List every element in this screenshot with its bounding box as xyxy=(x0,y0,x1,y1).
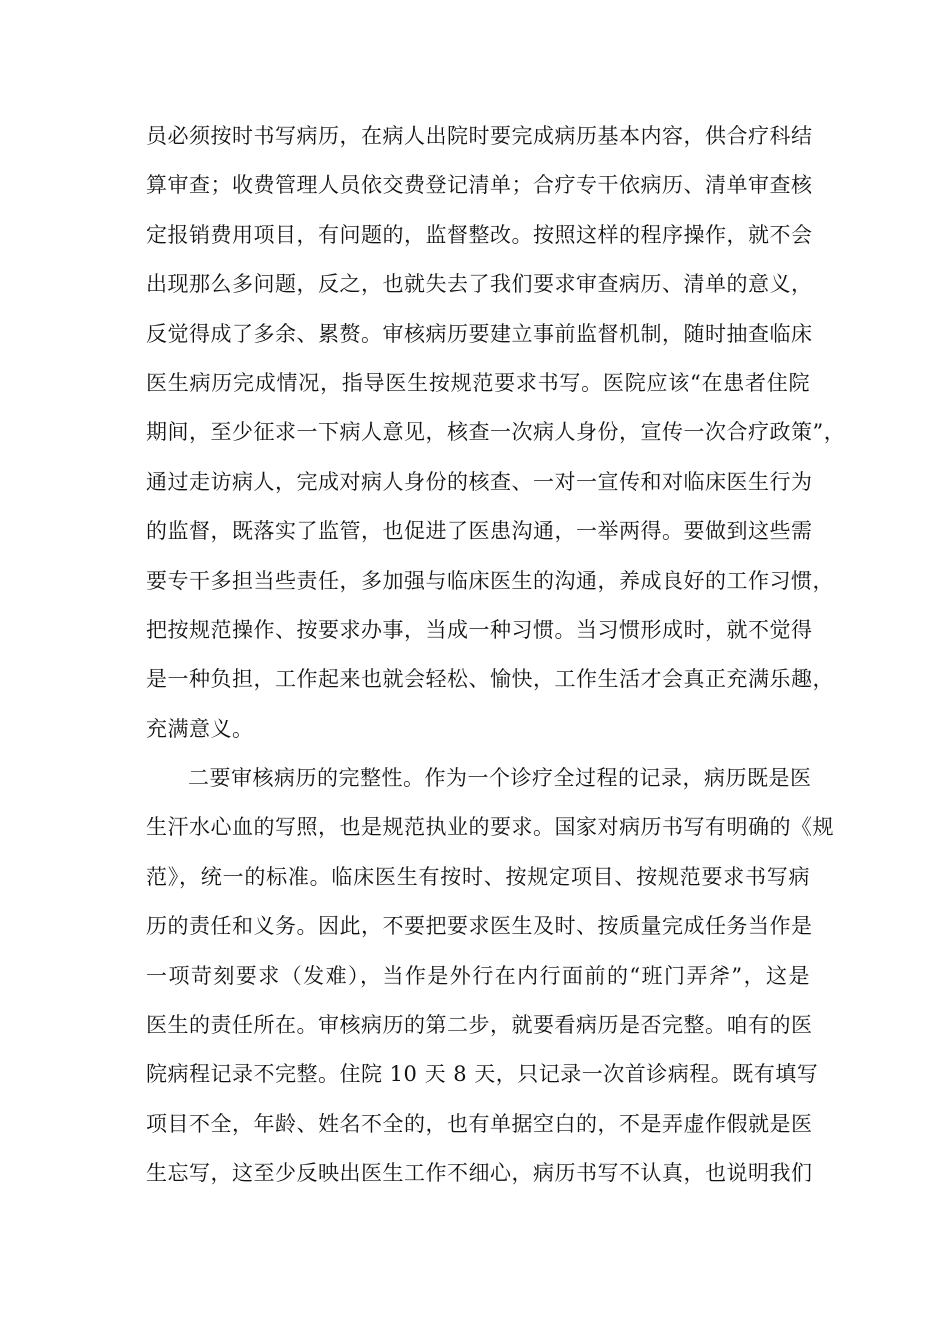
text-line: 出现那么多问题，反之，也就失去了我们要求审查病历、清单的意义， xyxy=(146,272,813,297)
text-line: 历的责任和义务。因此，不要把要求医生及时、按质量完成任务当作是 xyxy=(146,914,813,939)
text-line: 反觉得成了多余、累赘。审核病历要建立事前监督机制，随时抽查临床 xyxy=(146,321,813,346)
text-line: 医生病历完成情况，指导医生按规范要求书写。医院应该“在患者住院 xyxy=(146,370,810,395)
text-line: 院病程记录不完整。住院 10 天 8 天，只记录一次首诊病程。既有填写 xyxy=(146,1062,819,1087)
text-line: 生忘写，这至少反映出医生工作不细心，病历书写不认真，也说明我们 xyxy=(146,1161,813,1186)
body-text xyxy=(146,112,846,1199)
text-line: 范》，统一的标准。临床医生有按时、按规定项目、按规范要求书写病 xyxy=(146,864,810,889)
text-line: 要专干多担当些责任，多加强与临床医生的沟通，养成良好的工作习惯， xyxy=(146,568,834,593)
text-line: 一项苛刻要求（发难），当作是外行在内行面前的“班门弄斧”，这是 xyxy=(146,963,810,988)
paragraph-first-line: 二要审核病历的完整性。作为一个诊疗全过程的记录，病历既是医 xyxy=(188,766,812,791)
text-line: 期间，至少征求一下病人意见，核查一次病人身份，宣传一次合疗政策”， xyxy=(146,420,846,445)
text-line: 员必须按时书写病历，在病人出院时要完成病历基本内容，供合疗科结 xyxy=(146,124,813,148)
text-line: 通过走访病人，完成对病人身份的核查、一对一宣传和对临床医生行为 xyxy=(146,469,813,494)
paragraph-end-line: 充满意义。 xyxy=(146,716,254,741)
text-line: 把按规范操作、按要求办事，当成一种习惯。当习惯形成时，就不觉得 xyxy=(146,617,813,642)
text-line: 是一种负担，工作起来也就会轻松、愉快，工作生活才会真正充满乐趣， xyxy=(146,667,834,692)
text-line: 医生的责任所在。审核病历的第二步，就要看病历是否完整。咱有的医 xyxy=(146,1013,813,1038)
text-line: 的监督，既落实了监管，也促进了医患沟通，一举两得。要做到这些需 xyxy=(146,519,813,544)
text-line: 生汗水心血的写照，也是规范执业的要求。国家对病历书写有明确的《规 xyxy=(146,815,834,840)
text-line: 项目不全，年龄、姓名不全的，也有单据空白的，不是弄虚作假就是医 xyxy=(146,1111,813,1136)
text-line: 定报销费用项目，有问题的，监督整改。按照这样的程序操作，就不会 xyxy=(146,222,813,247)
text-line: 算审查；收费管理人员依交费登记清单；合疗专干依病历、清单审查核 xyxy=(146,173,813,198)
